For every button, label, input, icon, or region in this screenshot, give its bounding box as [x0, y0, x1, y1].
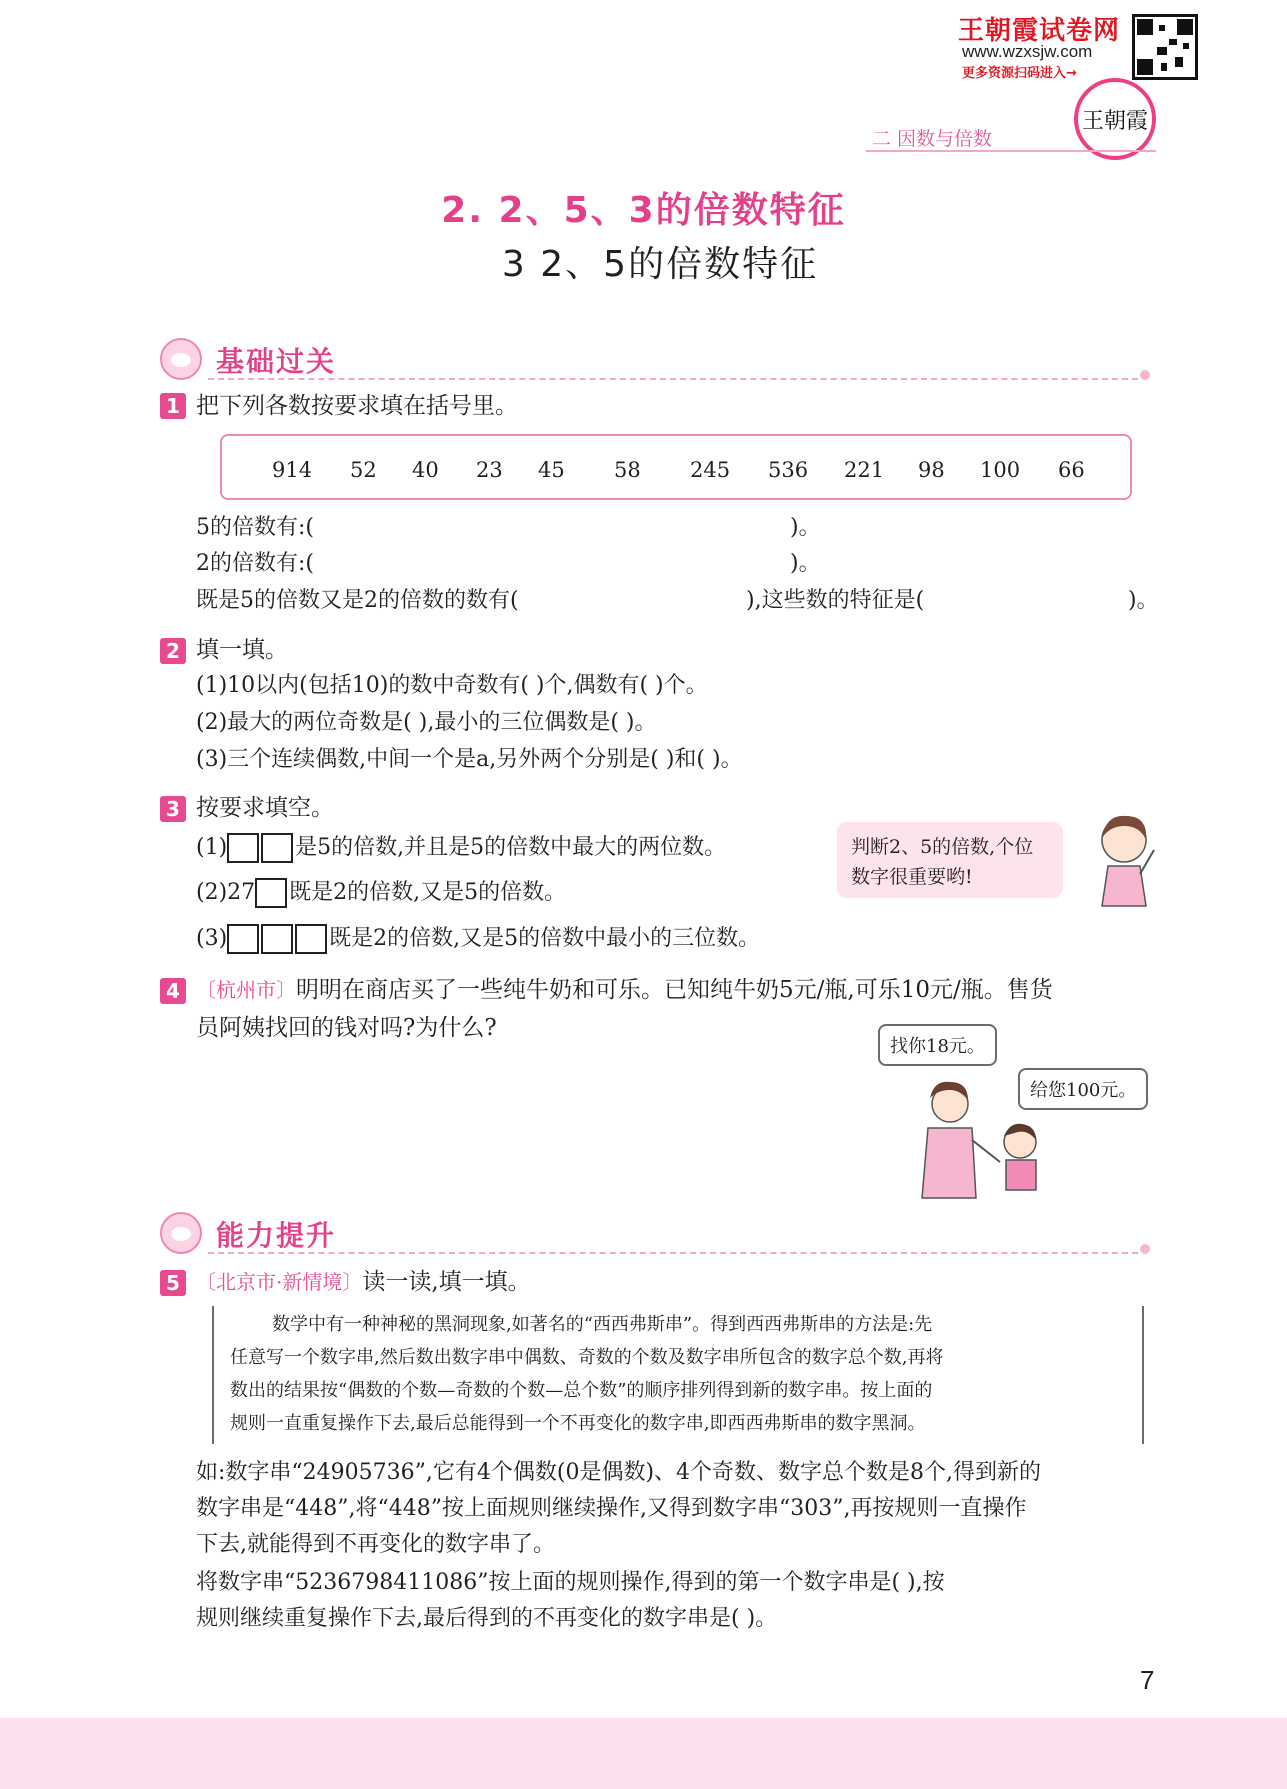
q1-line-a-label: 5的倍数有:(: [196, 515, 314, 540]
number-item: 914: [272, 458, 313, 482]
q1-line-b-end: )。: [790, 551, 821, 576]
hint-text: [851, 832, 1033, 892]
hint-line-2: 数字很重要哟!: [851, 866, 973, 888]
digit-box[interactable]: [295, 924, 327, 954]
q4-line-1: [196, 974, 1053, 1006]
brand-scan-hint: 更多资源扫码进入→: [962, 66, 1077, 81]
digit-box[interactable]: [227, 833, 259, 863]
example-line: 下去,就能得到不再变化的数字串了。: [196, 1532, 555, 1557]
q3-prompt: 按要求填空。: [196, 795, 334, 821]
divider-dot-icon: [1140, 370, 1150, 380]
brand-seal-logo: [1074, 78, 1156, 160]
story-line: 数学中有一种神秘的黑洞现象,如著名的“西西弗斯串”。得到西西弗斯串的方法是:先: [272, 1314, 933, 1335]
lesson-title: 3 2、5的倍数特征: [501, 244, 819, 285]
q3-item-2-text: 既是2的倍数,又是5的倍数。: [289, 880, 567, 905]
region-tag: 〔北京市·新情境〕: [196, 1270, 363, 1294]
story-line: 数出的结果按“偶数的个数—奇数的个数—总个数”的顺序排列得到新的数字串。按上面的: [230, 1380, 933, 1401]
story-box: [212, 1306, 1144, 1444]
hint-bubble: [837, 822, 1063, 898]
q3-item-2: [196, 878, 566, 908]
q3-item-3-text: 既是2的倍数,又是5的倍数中最小的三位数。: [329, 926, 761, 951]
number-item: 66: [1058, 458, 1085, 482]
q1-prompt: 把下列各数按要求填在括号里。: [196, 393, 518, 419]
number-item: 45: [538, 458, 565, 482]
q2-item-1: (1)10以内(包括10)的数中奇数有( )个,偶数有( )个。: [196, 673, 708, 698]
q1-line-b-label: 2的倍数有:(: [196, 551, 314, 576]
example-line: 如:数字串“24905736”,它有4个偶数(0是偶数)、4个奇数、数字总个数是8个,得到新的: [196, 1460, 1042, 1485]
number-item: 52: [350, 458, 377, 482]
girl-avatar-icon: [160, 338, 202, 380]
speech-bubble-clerk: 找你18元。: [878, 1024, 997, 1066]
digit-box[interactable]: [255, 878, 287, 908]
number-item: 40: [412, 458, 439, 482]
brand-url[interactable]: www.wzxsjw.com: [962, 42, 1093, 61]
section-title: 2. 2、5、3的倍数特征: [441, 190, 846, 231]
speech-bubble-child: 给您100元。: [1018, 1068, 1148, 1110]
q1-line-a-end: )。: [790, 515, 821, 540]
shop-clerk-and-child-illustration-icon: [900, 1080, 1050, 1204]
q5-prompt-line: [196, 1266, 531, 1298]
section-divider: [208, 378, 1138, 380]
girl-illustration-icon: [1082, 810, 1164, 916]
question-number: 1: [160, 393, 186, 419]
number-item: 58: [614, 458, 641, 482]
section-advanced-title: 能力提升: [216, 1219, 337, 1252]
chapter-divider: [866, 150, 1156, 152]
story-line: 规则一直重复操作下去,最后总能得到一个不再变化的数字串,即西西弗斯串的数字黑洞。: [230, 1413, 926, 1434]
q1-line-c-part1: 既是5的倍数又是2的倍数的数有(: [196, 588, 519, 613]
number-item: 23: [476, 458, 503, 482]
q3-item-1-label: (1): [196, 835, 228, 860]
q1-line-c-end: )。: [1128, 588, 1159, 613]
girl-avatar-icon: [160, 1212, 202, 1254]
section-basic-title: 基础过关: [216, 345, 337, 378]
hint-line-1: 判断2、5的倍数,个位: [851, 836, 1034, 858]
region-tag: 〔杭州市〕: [196, 978, 296, 1002]
digit-box[interactable]: [227, 924, 259, 954]
q3-item-1: [196, 833, 726, 863]
task-line-1: 将数字串“5236798411086”按上面的规则操作,得到的第一个数字串是( ),按: [196, 1570, 945, 1595]
question-number: 4: [160, 978, 186, 1004]
q3-item-1-text: 是5的倍数,并且是5的倍数中最大的两位数。: [295, 835, 727, 860]
number-item: 536: [768, 458, 809, 482]
task-line-2: 规则继续重复操作下去,最后得到的不再变化的数字串是( )。: [196, 1606, 778, 1631]
qr-code-icon[interactable]: [1132, 14, 1198, 80]
divider-dot-icon: [1140, 1244, 1150, 1254]
footer-band: [0, 1718, 1287, 1789]
q3-item-2-label: (2)27: [196, 880, 256, 905]
section-divider: [208, 1252, 1138, 1254]
chapter-label: 二 因数与倍数: [872, 128, 993, 150]
digit-box[interactable]: [261, 924, 293, 954]
q2-item-3: (3)三个连续偶数,中间一个是a,另外两个分别是( )和( )。: [196, 747, 743, 772]
q2-item-2: (2)最大的两位奇数是( ),最小的三位偶数是( )。: [196, 710, 657, 735]
q5-prompt: 读一读,填一填。: [362, 1269, 531, 1295]
brand-title: 王朝霞试卷网: [958, 16, 1121, 46]
q4-line-2: 员阿姨找回的钱对吗?为什么?: [196, 1015, 497, 1041]
story-line: 任意写一个数字串,然后数出数字串中偶数、奇数的个数及数字串所包含的数字总个数,再将: [230, 1347, 944, 1368]
q2-prompt: 填一填。: [196, 637, 288, 663]
q4-line-1-text: 明明在商店买了一些纯牛奶和可乐。已知纯牛奶5元/瓶,可乐10元/瓶。售货: [296, 977, 1053, 1003]
q3-item-3-label: (3): [196, 926, 228, 951]
number-item: 245: [690, 458, 731, 482]
question-number: 5: [160, 1270, 186, 1296]
number-item: 100: [980, 458, 1021, 482]
number-item: 98: [918, 458, 945, 482]
q1-line-c-part2: ),这些数的特征是(: [746, 588, 925, 613]
digit-box[interactable]: [261, 833, 293, 863]
page-number: 7: [1140, 1665, 1155, 1695]
number-list-box: [220, 434, 1132, 500]
example-line: 数字串是“448”,将“448”按上面规则继续操作,又得到数字串“303”,再按规则一直操作: [196, 1496, 1027, 1521]
q3-item-3: [196, 924, 760, 954]
seal-text: 王朝霞: [1081, 109, 1148, 134]
question-number: 2: [160, 638, 186, 664]
question-number: 3: [160, 796, 186, 822]
number-item: 221: [844, 458, 885, 482]
